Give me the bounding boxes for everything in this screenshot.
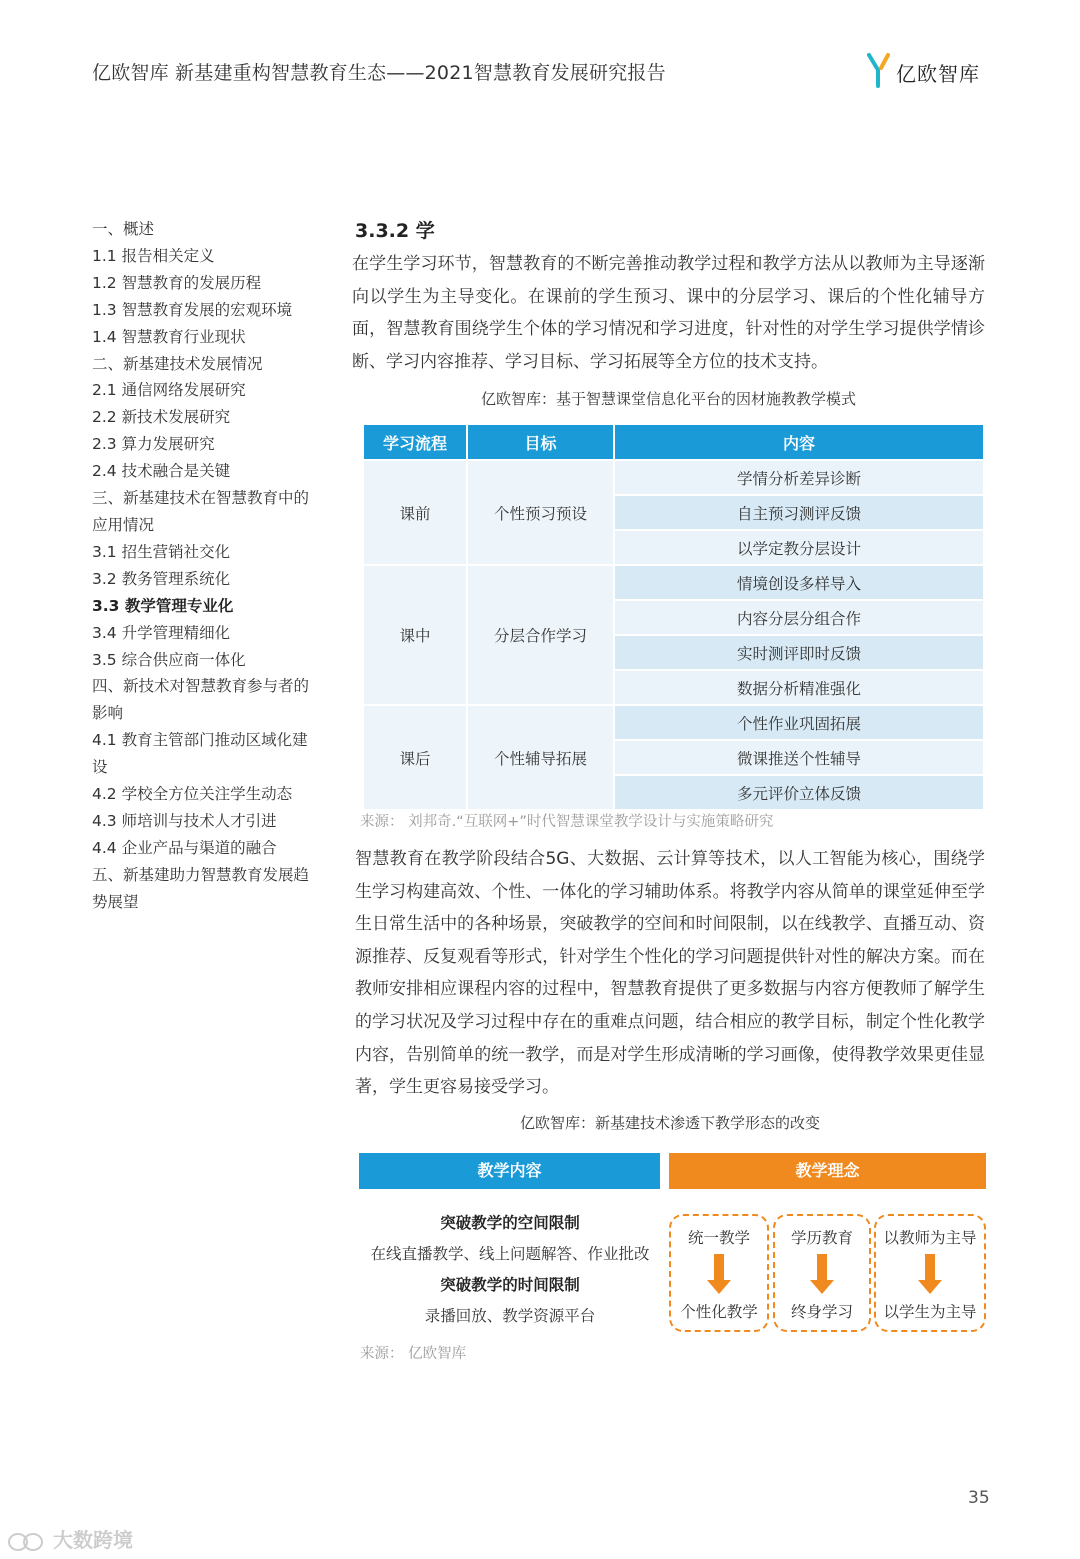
concept-box — [874, 1214, 986, 1332]
content-line: 录播回放、教学资源平台 — [424, 1307, 596, 1325]
stage-cell: 课中 — [364, 566, 466, 704]
content-cell: 内容分层分组合作 — [615, 601, 983, 634]
table-header: 内容 — [615, 425, 983, 459]
stage-cell: 课前 — [364, 461, 466, 564]
concept-from: 统一教学 — [687, 1229, 750, 1247]
toc-item[interactable]: 五、新基建助力智慧教育发展趋势展望 — [92, 865, 310, 911]
concept-to: 个性化教学 — [680, 1303, 758, 1321]
toc-item[interactable]: 1.3 智慧教育发展的宏观环境 — [92, 300, 293, 319]
content-cell: 数据分析精准强化 — [615, 671, 983, 704]
goal-cell: 分层合作学习 — [468, 566, 613, 704]
concept-box — [773, 1214, 871, 1332]
content-line: 突破教学的空间限制 — [440, 1214, 580, 1232]
logo-mark-icon — [866, 52, 896, 88]
header-title: 亿欧智库 新基建重构智慧教育生态——2021智慧教育发展研究报告 — [92, 62, 666, 84]
toc-item[interactable]: 4.4 企业产品与渠道的融合 — [92, 838, 277, 857]
toc-item[interactable]: 1.1 报告相关定义 — [92, 246, 215, 265]
toc-item[interactable]: 2.1 通信网络发展研究 — [92, 381, 246, 400]
body-paragraph: 智慧教育在教学阶段结合5G、大数据、云计算等技术，以人工智能为核心，围绕学生学习构建高效、个性、一体化的学习辅助体系。将教学内容从简单的课堂延伸至学生日常生活中的各种场景，突破教学的空间和时间限制，以在线教学、直播互动、资源推荐、反复观看等形式，针对学生个性化的学习问题提供针对性的解决方案。而在教师安排相应课程内容的过程中，智慧教育提供了更多数据与内容方便教师了解学生的学习状况及学习过程中存在的重难点问题，结合相应的教学目标，制定个性化教学内容，告别简单的统一教学，而是对学生形成清晰的学习画像，使得教学效果更佳显著，学生更容易接受学习。 — [355, 849, 985, 1098]
watermark — [6, 1524, 133, 1553]
section-title: 3.3.2 学 — [355, 220, 435, 242]
content-cell: 以学定教分层设计 — [615, 531, 983, 564]
concept-to: 以学生为主导 — [883, 1303, 977, 1321]
table-header: 学习流程 — [364, 425, 466, 459]
table-of-contents — [92, 216, 322, 916]
toc-item[interactable]: 4.1 教育主管部门推动区域化建设 — [92, 731, 308, 777]
content-line: 突破教学的时间限制 — [440, 1276, 580, 1294]
toc-item[interactable]: 二、新基建技术发展情况 — [92, 354, 263, 373]
teaching-mode-table — [362, 423, 985, 811]
table-row — [364, 706, 983, 739]
toc-item[interactable]: 2.2 新技术发展研究 — [92, 408, 231, 427]
toc-item[interactable]: 四、新技术对智慧教育参与者的影响 — [92, 677, 310, 723]
teaching-content-header: 教学内容 — [359, 1153, 660, 1189]
watermark-logo-icon — [6, 1531, 46, 1553]
content-cell: 实时测评即时反馈 — [615, 636, 983, 669]
diagram-caption: 亿欧智库：新基建技术渗透下教学形态的改变 — [519, 1114, 820, 1132]
content-cell: 多元评价立体反馈 — [615, 776, 983, 809]
intro-paragraph: 在学生学习环节，智慧教育的不断完善推动教学过程和教学方法从以教师为主导逐渐向以学生为主导变化。在课前的学生预习、课中的分层学习、课后的个性化辅导方面，智慧教育围绕学生个体的学习情况和学习进度，针对性的对学生学习提供学情诊断、学习内容推荐、学习目标、学习拓展等全方位的技术支持。 — [352, 254, 985, 372]
table-row — [364, 566, 983, 599]
page-number: 35 — [968, 1488, 990, 1508]
logo — [866, 50, 996, 90]
table-row — [364, 461, 983, 494]
concept-to: 终身学习 — [790, 1303, 853, 1321]
content-line: 在线直播教学、线上问题解答、作业批改 — [370, 1245, 650, 1263]
toc-item[interactable]: 4.2 学校全方位关注学生动态 — [92, 785, 293, 804]
toc-item[interactable]: 3.2 教务管理系统化 — [92, 569, 231, 588]
content-cell: 个性作业巩固拓展 — [615, 706, 983, 739]
toc-item[interactable]: 三、新基建技术在智慧教育中的应用情况 — [92, 489, 310, 534]
watermark-text: 大数跨境 — [52, 1528, 133, 1552]
goal-cell: 个性预习预设 — [468, 461, 613, 564]
diagram-source: 来源： 亿欧智库 — [360, 1346, 467, 1362]
content-cell: 微课推送个性辅导 — [615, 741, 983, 774]
teaching-concept-header: 教学理念 — [669, 1153, 986, 1189]
toc-item[interactable]: 3.5 综合供应商一体化 — [92, 650, 246, 669]
toc-item[interactable]: 3.3 教学管理专业化 — [92, 596, 234, 615]
table-source: 来源： 刘邦奇.“互联网+”时代智慧课堂教学设计与实施策略研究 — [360, 814, 774, 830]
toc-item[interactable]: 1.2 智慧教育的发展历程 — [92, 273, 262, 292]
toc-item[interactable]: 3.4 升学管理精细化 — [92, 623, 231, 642]
toc-item[interactable]: 2.3 算力发展研究 — [92, 435, 215, 454]
toc-item[interactable]: 1.4 智慧教育行业现状 — [92, 327, 246, 346]
concept-box — [669, 1214, 769, 1332]
toc-item[interactable]: 一、概述 — [92, 220, 155, 238]
toc-item[interactable]: 3.1 招生营销社交化 — [92, 542, 231, 561]
table-caption: 亿欧智库：基于智慧课堂信息化平台的因材施教教学模式 — [480, 390, 856, 408]
content-cell: 自主预习测评反馈 — [615, 496, 983, 529]
concept-from: 以教师为主导 — [883, 1229, 977, 1247]
logo-text: 亿欧智库 — [896, 62, 980, 86]
toc-item[interactable]: 4.3 师培训与技术人才引进 — [92, 811, 277, 830]
concept-from: 学历教育 — [790, 1229, 853, 1247]
toc-item[interactable]: 2.4 技术融合是关键 — [92, 462, 231, 481]
table-header: 目标 — [468, 425, 613, 459]
content-cell: 情境创设多样导入 — [615, 566, 983, 599]
stage-cell: 课后 — [364, 706, 466, 809]
goal-cell: 个性辅导拓展 — [468, 706, 613, 809]
content-cell: 学情分析差异诊断 — [615, 461, 983, 494]
